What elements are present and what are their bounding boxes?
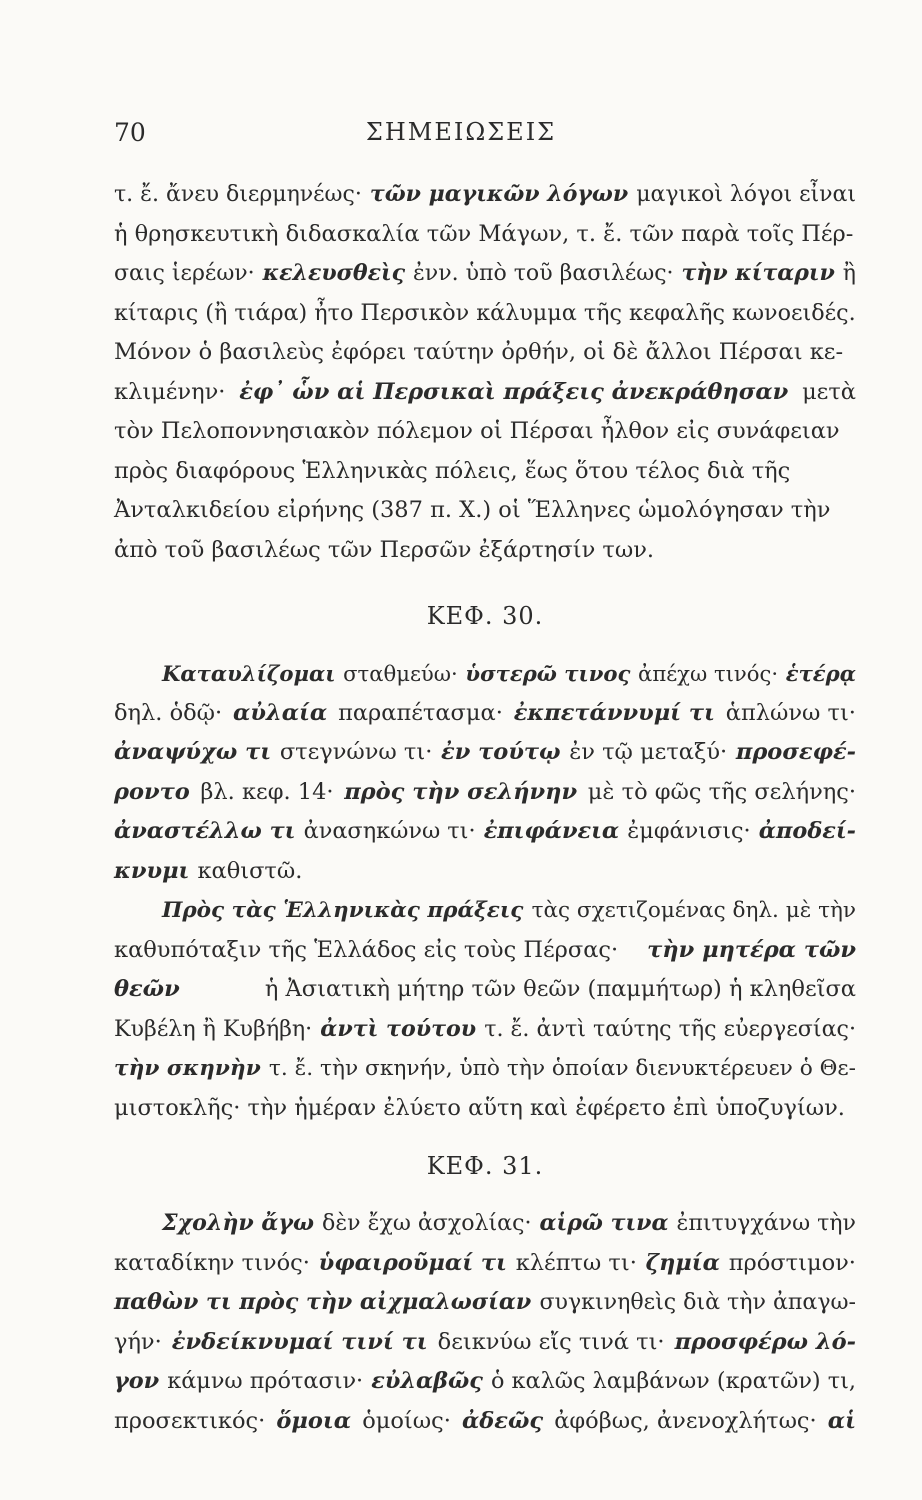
term: ἀναψύχω τι (114, 739, 272, 765)
text: κάμνω πρότασιν· (167, 1368, 364, 1394)
text: δὲν ἔχω ἀσχολίας· (322, 1210, 532, 1236)
text-line (114, 333, 856, 373)
term: ἐπιφάνεια (483, 818, 620, 844)
term: ἑτέρᾳ (785, 661, 856, 686)
text-line (114, 1049, 856, 1089)
text: μὲ τὸ φῶς τῆς σελήνης· (587, 778, 856, 805)
text: τ. ἔ. τὴν σκηνήν, ὑπὸ τὴν ὁποίαν διενυκτέρευεν ὁ Θε- (268, 1056, 856, 1081)
page-number: 70 (114, 118, 146, 147)
text: τὰς σχετιζομένας δηλ. μὲ τὴν (531, 898, 856, 923)
term: αὐλαία (233, 699, 328, 726)
text: δεικνύω εἴς τινά τι· (437, 1328, 665, 1355)
text: ἐνν. ὑπὸ τοῦ βασιλέως· (412, 261, 674, 286)
term: αἱ (827, 1407, 856, 1434)
text-line (114, 1204, 856, 1244)
term: ἐκπετάννυμί τι (513, 699, 715, 726)
text: καθιστῶ. (197, 857, 303, 884)
term: τῶν μαγικῶν λόγων (369, 181, 629, 207)
term: ἀποδεί- (758, 818, 856, 844)
text-line (114, 1283, 856, 1323)
term: παθὼν τι πρὸς τὴν αἰχμαλωσίαν (114, 1289, 532, 1315)
text: μαγικοὶ λόγοι εἶναι (636, 182, 856, 207)
text-line (114, 970, 856, 1010)
text: κλιμένην· (114, 378, 226, 405)
text-line (114, 812, 856, 852)
text-line (114, 175, 856, 215)
text: σαις ἱερέων· (114, 261, 255, 286)
text: στεγνώνω τι· (279, 739, 433, 765)
text: μιστοκλῆς· τὴν ἡμέραν ἐλύετο αὕτη καὶ ἐφέρετο ἐπὶ ὑποζυγίων. (114, 1094, 845, 1121)
term: ἐνδείκνυμαί τινί τι (171, 1328, 428, 1355)
term: θεῶν (114, 976, 180, 1002)
text: κίταρις (ἢ τιάρα) ἦτο Περσικὸν κάλυμμα τῆς κεφαλῆς κωνοειδές. (114, 299, 856, 326)
text-line (114, 1402, 856, 1442)
term: ἀναστέλλω τι (114, 818, 296, 844)
text: τ. ἔ. ἄνευ διερμηνέως· (114, 182, 362, 207)
text: ἢ (842, 261, 856, 286)
term: τὴν κίταριν (681, 260, 835, 286)
text: ἀπὸ τοῦ βασιλέως τῶν Περσῶν ἐξάρτησίν των. (114, 536, 655, 563)
term: ἐφ᾽ ὧν αἱ Περσικαὶ πράξεις ἀνεκράθησαν (239, 378, 789, 405)
text: ἐμφάνισις· (627, 818, 751, 844)
term: τὴν σκηνὴν (114, 1056, 261, 1081)
text: μετὰ (802, 378, 856, 405)
text: ἀνασηκώνω τι· (303, 818, 476, 844)
term: Καταυλίζομαι (162, 661, 336, 686)
term: ἀντὶ τούτου (320, 1015, 477, 1042)
text: ὁ καλῶς λαμβάνων (κρατῶν) τι, (490, 1368, 856, 1394)
term: προσεφέ- (735, 739, 856, 765)
text-line (114, 531, 856, 571)
text: ἡ θρησκευτικὴ διδασκαλία τῶν Μάγων, τ. ἔ. τῶν παρὰ τοῖς Πέρ- (114, 220, 854, 247)
text-line (114, 1089, 856, 1129)
term: Σχολὴν ἄγω (162, 1210, 314, 1236)
text-line (114, 1010, 856, 1050)
text: ἀφόβως, ἀνενοχλήτως· (554, 1407, 817, 1434)
text-line (114, 852, 856, 892)
running-title: ΣΗΜΕΙΩΣΕΙΣ (365, 118, 557, 146)
text-line (114, 1244, 856, 1284)
text: βλ. κεφ. 14· (200, 778, 334, 805)
text-line (114, 294, 856, 334)
text-line (114, 931, 856, 971)
text: καταδίκην τινός· (114, 1249, 310, 1276)
text: Κυβέλη ἢ Κυβήβη· (114, 1015, 313, 1042)
term: προσφέρω λό- (674, 1328, 856, 1355)
chapter-heading-31: ΚΕΦ. 31. (426, 1152, 544, 1180)
text: τὸν Πελοποννησιακὸν πόλεμον οἱ Πέρσαι ἦλθον εἰς συνάφειαν (114, 418, 840, 444)
text-line (114, 215, 856, 255)
text-line (114, 733, 856, 773)
text: Ἀνταλκιδείου εἰρήνης (387 π. Χ.) οἱ Ἕλληνες ὡμολόγησαν τὴν (114, 497, 831, 523)
term: ὑφαιροῦμαί τι (318, 1249, 507, 1276)
term: ὑστερῶ τινος (465, 661, 631, 686)
text-line (114, 491, 856, 531)
text: πρόστιμον· (728, 1249, 856, 1276)
text-line (114, 891, 856, 931)
term: αἱρῶ τινα (539, 1210, 669, 1236)
term: ζημία (645, 1249, 720, 1276)
text: παραπέτασμα· (338, 699, 503, 726)
text-line (114, 412, 856, 452)
text-line (114, 694, 856, 734)
text: Μόνον ὁ βασιλεὺς ἐφόρει ταύτην ὀρθήν, οἱ δὲ ἄλλοι Πέρσαι κε- (114, 339, 844, 365)
text-line (114, 654, 856, 694)
term: κελευσθεὶς (262, 260, 406, 286)
text: κλέπτω τι· (515, 1249, 637, 1276)
term: ἐν τούτῳ (441, 739, 561, 765)
term: κνυμι (114, 857, 190, 884)
text-line (114, 452, 856, 492)
text: γήν· (114, 1328, 162, 1355)
term: γον (114, 1368, 160, 1394)
text: ὁμοίως· (362, 1407, 451, 1434)
notes-body (114, 175, 856, 1441)
text: συγκινηθεὶς διὰ τὴν ἀπαγω- (539, 1289, 856, 1315)
text-line (114, 773, 856, 813)
text: ἐν τῷ μεταξύ· (569, 739, 728, 765)
text: προσεκτικός· (114, 1407, 266, 1434)
text: σταθμεύω· (343, 661, 458, 686)
text: καθυπόταξιν τῆς Ἑλλάδος εἰς τοὺς Πέρσας· (114, 936, 619, 963)
text: τ. ἔ. ἀντὶ ταύτης τῆς εὐεργεσίας· (484, 1015, 856, 1042)
text: δηλ. ὁδῷ· (114, 699, 223, 726)
term: πρὸς τὴν σελήνην (344, 778, 578, 805)
term: Πρὸς τὰς Ἑλληνικὰς πράξεις (162, 898, 524, 923)
term: ροντο (114, 778, 190, 805)
chapter-heading-30: ΚΕΦ. 30. (426, 602, 544, 630)
text-line (114, 1362, 856, 1402)
text: ἀπέχω τινός· (638, 661, 779, 686)
term: ὅμοια (276, 1407, 352, 1434)
text: ἡ Ἀσιατικὴ μήτηρ τῶν θεῶν (παμμήτωρ) ἡ κληθεῖσα (264, 976, 856, 1002)
term: ἀδεῶς (461, 1407, 544, 1434)
text-line (114, 373, 856, 413)
text: ἐπιτυγχάνω τὴν (676, 1210, 856, 1236)
term: εὐλαβῶς (371, 1368, 483, 1394)
text-line (114, 254, 856, 294)
text-line (114, 1323, 856, 1363)
term: τὴν μητέρα τῶν (647, 936, 856, 963)
text: πρὸς διαφόρους Ἑλληνικὰς πόλεις, ἕως ὅτου τέλος διὰ τῆς (114, 457, 791, 484)
text: ἁπλώνω τι· (725, 699, 856, 726)
page-header (0, 118, 922, 158)
